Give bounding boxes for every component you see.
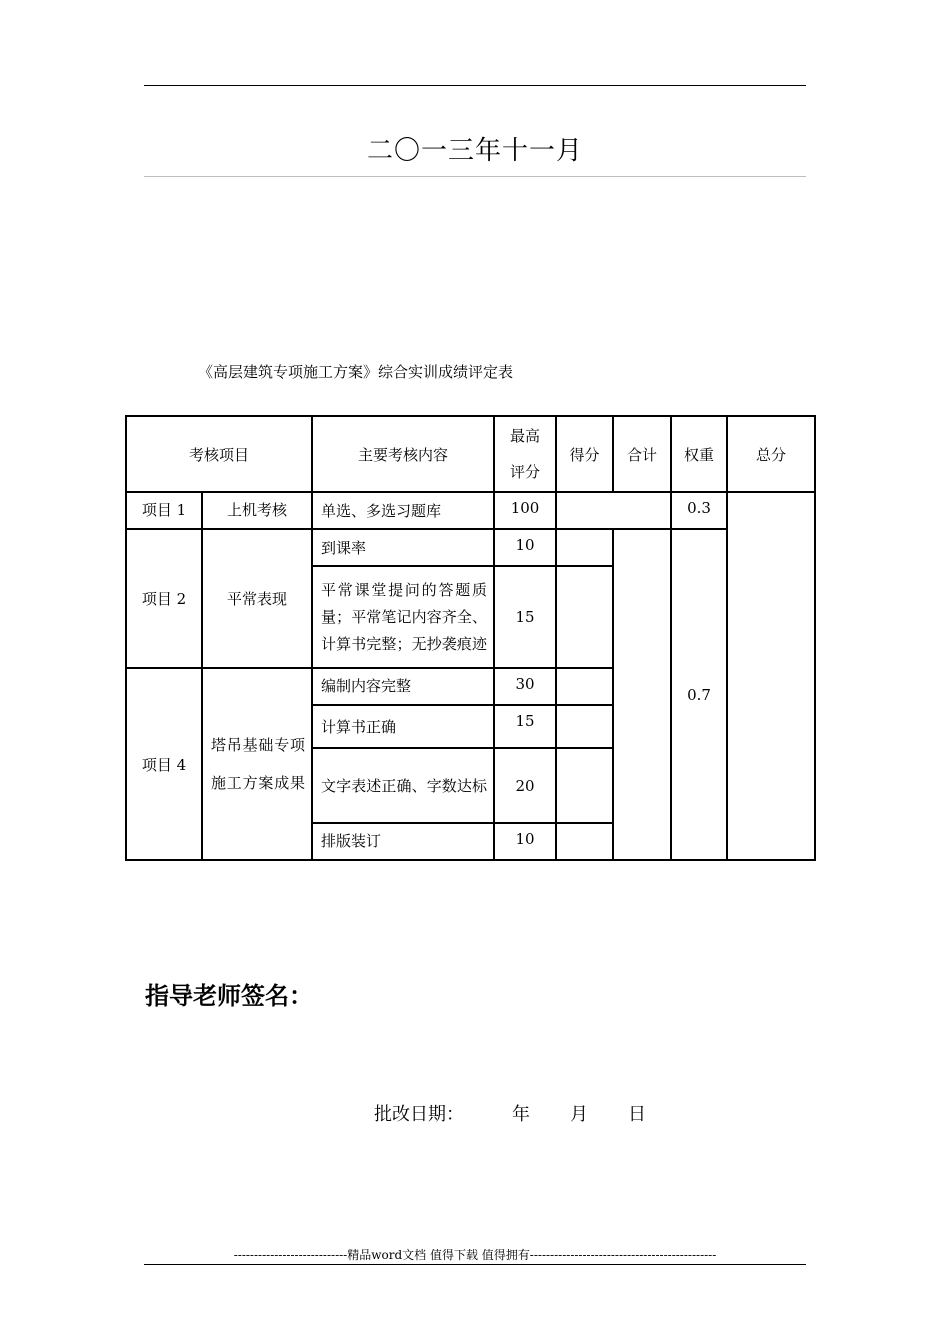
category-cell: 上机考核 — [202, 492, 312, 529]
project-cell: 项目 4 — [126, 668, 202, 860]
content-cell: 排版装订 — [312, 823, 494, 860]
footer-text: ----------------------------精品word文档 值得下载 值得拥有---------------------------------------------- — [233, 1248, 717, 1262]
header-max-score — [494, 416, 556, 492]
content-cell: 计算书正确 — [312, 705, 494, 748]
category-cell: 平常表现 — [202, 529, 312, 668]
score-table — [125, 415, 816, 861]
table-title: 《高层建筑专项施工方案》综合实训成绩评定表 — [198, 363, 514, 381]
max-score-cell: 20 — [494, 748, 556, 823]
date-divider — [144, 176, 806, 177]
review-date-line — [374, 1100, 646, 1126]
score-cell — [556, 823, 613, 860]
max-score-cell: 15 — [494, 566, 556, 668]
day-label: 日 — [628, 1104, 646, 1125]
top-rule — [144, 85, 806, 86]
header-total: 总分 — [727, 416, 815, 492]
header-max-score-text: 最高评分 — [510, 427, 541, 481]
content-cell: 单选、多选习题库 — [312, 492, 494, 529]
score-cell — [556, 748, 613, 823]
score-cell — [556, 705, 613, 748]
table-row — [126, 529, 815, 566]
project-cell: 项目 2 — [126, 529, 202, 668]
bottom-rule — [144, 1264, 806, 1265]
max-score-cell: 30 — [494, 668, 556, 705]
header-subtotal: 合计 — [613, 416, 671, 492]
content-cell: 到课率 — [312, 529, 494, 566]
year-label: 年 — [512, 1104, 530, 1125]
max-score-cell: 100 — [494, 492, 556, 529]
weight-cell: 0.7 — [671, 529, 727, 860]
subtotal-cell — [613, 529, 671, 860]
header-score: 得分 — [556, 416, 613, 492]
weight-cell: 0.3 — [671, 492, 727, 529]
max-score-cell: 10 — [494, 529, 556, 566]
score-cell — [556, 529, 613, 566]
total-cell — [727, 492, 815, 860]
signature-label: 指导老师签名： — [145, 982, 313, 1010]
max-score-cell: 10 — [494, 823, 556, 860]
project-cell: 项目 1 — [126, 492, 202, 529]
header-weight: 权重 — [671, 416, 727, 492]
content-cell: 文字表述正确、字数达标 — [312, 748, 494, 823]
table-row — [126, 492, 815, 529]
month-label: 月 — [570, 1104, 588, 1125]
score-cell — [556, 492, 671, 529]
max-score-cell: 15 — [494, 705, 556, 748]
header-content: 主要考核内容 — [312, 416, 494, 492]
content-cell: 编制内容完整 — [312, 668, 494, 705]
content-cell: 平常课堂提问的答题质量；平常笔记内容齐全、计算书完整；无抄袭痕迹 — [312, 566, 494, 668]
category-cell: 塔吊基础专项施工方案成果 — [202, 668, 312, 860]
score-cell — [556, 668, 613, 705]
header-item: 考核项目 — [126, 416, 312, 492]
date-heading: 二〇一三年十一月 — [366, 136, 583, 166]
score-cell — [556, 566, 613, 668]
table-header-row — [126, 416, 815, 492]
review-date-label: 批改日期： — [374, 1104, 464, 1125]
